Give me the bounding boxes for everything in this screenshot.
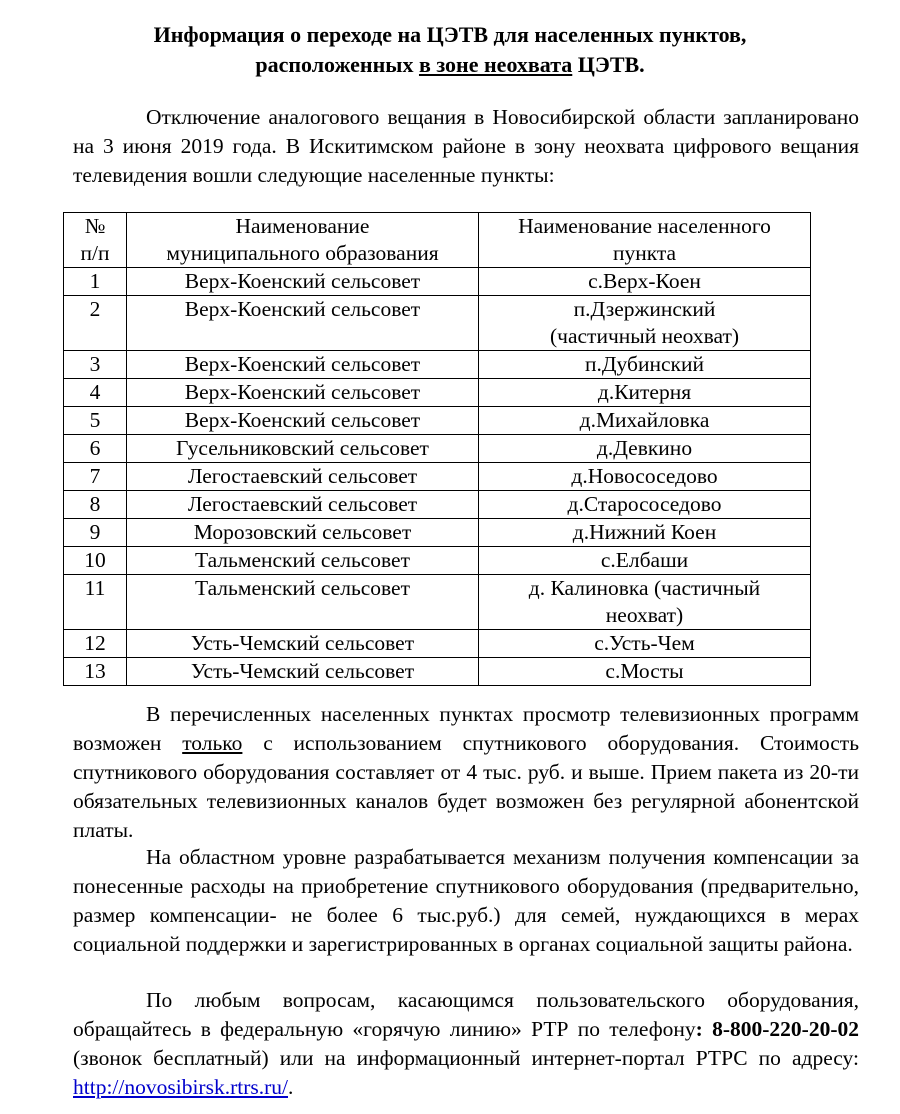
table-row bbox=[64, 491, 811, 519]
cell-municipality: Усть-Чемский сельсовет bbox=[127, 630, 479, 658]
cell-municipality: Гусельниковский сельсовет bbox=[127, 435, 479, 463]
cell-settlement: с.Мосты bbox=[479, 658, 811, 686]
header-municipality bbox=[127, 213, 479, 268]
cell-num: 3 bbox=[64, 351, 127, 379]
contact-text-mid: (звонок бесплатный) или на информационный интернет-портал РТРС по адресу: bbox=[73, 1046, 859, 1070]
cell-settlement: д. Калиновка (частичный неохват) bbox=[479, 575, 811, 630]
only-underlined: только bbox=[182, 731, 243, 755]
contact-text-post: . bbox=[288, 1075, 294, 1099]
equipment-paragraph bbox=[73, 700, 859, 845]
cell-municipality: Верх-Коенский сельсовет bbox=[127, 268, 479, 296]
header-municipality-line1: Наименование bbox=[235, 214, 370, 238]
header-settlement-line1: Наименование населенного bbox=[518, 214, 771, 238]
cell-num: 12 bbox=[64, 630, 127, 658]
table-row bbox=[64, 575, 811, 630]
cell-settlement: д.Старососедово bbox=[479, 491, 811, 519]
header-num-line2: п/п bbox=[80, 241, 110, 265]
cell-municipality: Тальменский сельсовет bbox=[127, 575, 479, 630]
cell-settlement: д.Новососедово bbox=[479, 463, 811, 491]
cell-municipality: Верх-Коенский сельсовет bbox=[127, 407, 479, 435]
equipment-text-pre: В перечисленных населенных пунктах просмотр телевизионных программ возможен bbox=[73, 702, 859, 755]
title-line-1: Информация о переходе на ЦЭТВ для населенных пунктов, bbox=[153, 22, 747, 47]
table-row bbox=[64, 547, 811, 575]
title-line-2-pre: расположенных bbox=[255, 52, 419, 77]
cell-municipality: Верх-Коенский сельсовет bbox=[127, 379, 479, 407]
table-row bbox=[64, 519, 811, 547]
table-row bbox=[64, 379, 811, 407]
contact-paragraph bbox=[73, 986, 859, 1102]
table-row bbox=[64, 463, 811, 491]
cell-settlement: п.Дубинский bbox=[479, 351, 811, 379]
cell-num: 9 bbox=[64, 519, 127, 547]
header-num bbox=[64, 213, 127, 268]
settlements-table bbox=[63, 212, 811, 686]
cell-municipality: Верх-Коенский сельсовет bbox=[127, 351, 479, 379]
cell-settlement: п.Дзержинский (частичный неохват) bbox=[479, 296, 811, 351]
table-row bbox=[64, 407, 811, 435]
cell-municipality: Морозовский сельсовет bbox=[127, 519, 479, 547]
cell-settlement: д.Китерня bbox=[479, 379, 811, 407]
header-settlement-line2: пункта bbox=[612, 241, 677, 265]
header-num-line1: № bbox=[84, 214, 106, 238]
compensation-paragraph: На областном уровне разрабатывается механизм получения компенсации за понесенные расходы на приобретение спутникового оборудования (предварительно, размер компенсации- не более 6 тыс.руб.) для семей, нуждающихся в мерах социальной поддержки и зарегистрированных в органах социальной защиты района. bbox=[73, 845, 859, 956]
cell-municipality: Усть-Чемский сельсовет bbox=[127, 658, 479, 686]
rtrs-portal-link[interactable]: http://novosibirsk.rtrs.ru/ bbox=[73, 1075, 288, 1099]
cell-settlement: с.Усть-Чем bbox=[479, 630, 811, 658]
cell-num: 10 bbox=[64, 547, 127, 575]
hotline-phone: : 8-800-220-20-02 bbox=[695, 1017, 859, 1041]
title-underlined-phrase: в зоне неохвата bbox=[418, 52, 573, 77]
cell-num: 7 bbox=[64, 463, 127, 491]
header-municipality-line2: муниципального образования bbox=[166, 241, 439, 265]
intro-paragraph: Отключение аналогового вещания в Новосибирской области запланировано на 3 июня 2019 года. В Искитимском районе в зону неохвата цифрового вещания телевидения вошли следующие населенные пункты: bbox=[73, 105, 859, 187]
cell-num: 1 bbox=[64, 268, 127, 296]
table-row bbox=[64, 658, 811, 686]
cell-settlement: с.Верх-Коен bbox=[479, 268, 811, 296]
table-row bbox=[64, 351, 811, 379]
cell-num: 13 bbox=[64, 658, 127, 686]
equipment-text-post: с использованием спутникового оборудования. Стоимость спутникового оборудования составляет от 4 тыс. руб. и выше. Прием пакета из 20-ти обязательных телевизионных каналов будет возможен без регулярной абонентской платы. bbox=[73, 731, 859, 842]
cell-num: 6 bbox=[64, 435, 127, 463]
header-settlement bbox=[479, 213, 811, 268]
table-header-row bbox=[64, 213, 811, 268]
contact-text-pre: По любым вопросам, касающимся пользовательского оборудования, обращайтесь в федеральную «горячую линию» РТР по телефону bbox=[73, 988, 859, 1041]
cell-municipality: Легостаевский сельсовет bbox=[127, 491, 479, 519]
cell-num: 4 bbox=[64, 379, 127, 407]
cell-num: 2 bbox=[64, 296, 127, 351]
document-title bbox=[0, 20, 900, 80]
cell-settlement: д.Девкино bbox=[479, 435, 811, 463]
cell-settlement: д.Нижний Коен bbox=[479, 519, 811, 547]
table-row bbox=[64, 268, 811, 296]
cell-municipality: Легостаевский сельсовет bbox=[127, 463, 479, 491]
cell-municipality: Верх-Коенский сельсовет bbox=[127, 296, 479, 351]
cell-settlement: д.Михайловка bbox=[479, 407, 811, 435]
title-line-2 bbox=[0, 50, 900, 80]
cell-num: 8 bbox=[64, 491, 127, 519]
table-row bbox=[64, 630, 811, 658]
cell-num: 11 bbox=[64, 575, 127, 630]
table-row bbox=[64, 435, 811, 463]
cell-settlement: с.Елбаши bbox=[479, 547, 811, 575]
table-row bbox=[64, 296, 811, 351]
cell-municipality: Тальменский сельсовет bbox=[127, 547, 479, 575]
title-line-2-post: ЦЭТВ. bbox=[572, 52, 645, 77]
cell-num: 5 bbox=[64, 407, 127, 435]
